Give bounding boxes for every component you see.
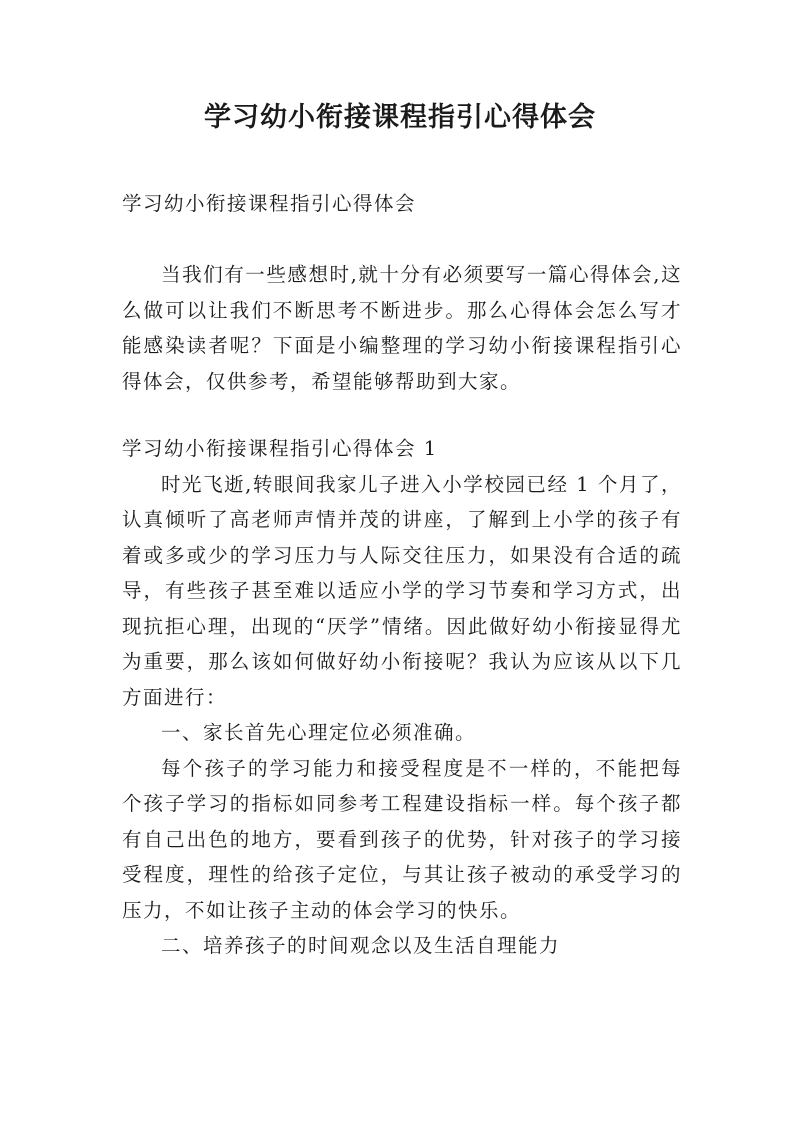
body-paragraph-2: 每个孩子的学习能力和接受程度是不一样的，不能把每个孩子学习的指标如同参考工程建设指标一样。每个孩子都有自己出色的地方，要看到孩子的优势，针对孩子的学习接受程度，理性的给孩子定位，与其让孩子被动的承受学习的压力，不如让孩子主动的体会学习的快乐。 <box>122 756 682 922</box>
section-heading: 学习幼小衔接课程指引心得体会 1 <box>122 437 438 460</box>
body-paragraph-1: 时光飞逝,转眼间我家儿子进入小学校园已经 1 个月了，认真倾听了高老师声情并茂的讲座，了解到上小学的孩子有着或多或少的学习压力与人际交往压力，如果没有合适的疏导，有些孩子甚至难以适应小学的学习节奏和学习方式，出现抗拒心理，出现的“厌学”情绪。因此做好幼小衔接显得尤为重要，那么该如何做好幼小衔接呢？我认为应该从以下几方面进行： <box>122 472 682 709</box>
document-body <box>122 186 682 964</box>
intro-paragraph: 当我们有一些感想时,就十分有必须要写一篇心得体会,这么做可以让我们不断思考不断进步。那么心得体会怎么写才能感染读者呢？下面是小编整理的学习幼小衔接课程指引心得体会，仅供参考，希望能够帮助到大家。 <box>122 263 682 393</box>
document-subtitle: 学习幼小衔接课程指引心得体会 <box>122 192 417 215</box>
document-title: 学习幼小衔接课程指引心得体会 <box>204 102 596 133</box>
point-heading-2: 二、培养孩子的时间观念以及生活自理能力 <box>161 934 561 957</box>
point-heading-1: 一、家长首先心理定位必须准确。 <box>161 721 477 744</box>
